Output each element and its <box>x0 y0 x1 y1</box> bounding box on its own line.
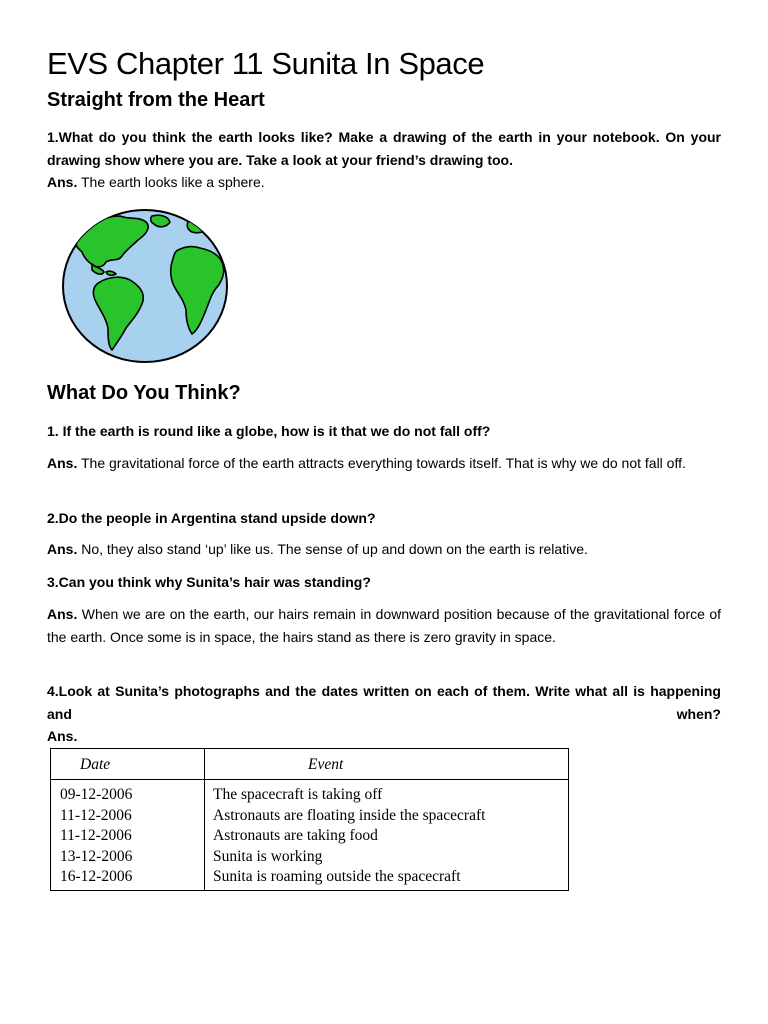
table-event-column <box>213 785 485 888</box>
table-date-column <box>60 785 132 888</box>
think-question-2 <box>47 507 721 530</box>
table-header-event: Event <box>308 756 344 773</box>
table-cell-date: 13-12-2006 <box>60 847 133 865</box>
table-cell-event: Sunita is roaming outside the spacecraft <box>213 868 461 885</box>
table-cell-date: 16-12-2006 <box>60 868 133 885</box>
think-answer-3 <box>47 603 721 648</box>
answer-text: The gravitational force of the earth attracts everything towards itself. That is why we do not fall off. <box>77 455 686 471</box>
answer-label: Ans. <box>47 541 78 557</box>
answer-label: Ans. <box>47 728 78 744</box>
table-cell-event: Sunita is working <box>213 847 323 865</box>
earth-globe-icon <box>60 206 230 366</box>
page-title: EVS Chapter 11 Sunita In Space <box>47 46 485 81</box>
answer-text: When we are on the earth, our hairs remain in downward position because of the gravitational force of the earth. Once some is in space, the hairs stand as there is zero gravity in space. <box>47 606 721 645</box>
answer-label: Ans. <box>47 174 78 190</box>
table-header-divider <box>51 779 568 780</box>
question-text: 1.What do you think the earth looks like? Make a drawing of the earth in your notebook. On your drawing show where you are. Take a look at your friend’s drawing too. <box>47 129 721 168</box>
dates-events-table <box>50 748 569 891</box>
table-column-divider <box>204 749 205 890</box>
table-cell-event: The spacecraft is taking off <box>213 786 383 803</box>
question-text: 2.Do the people in Argentina stand upside down? <box>47 510 376 526</box>
think-question-4 <box>47 680 721 748</box>
think-question-3 <box>47 571 721 594</box>
table-cell-event: Astronauts are taking food <box>213 827 378 844</box>
question-1-block <box>47 126 721 194</box>
answer-label: Ans. <box>47 606 78 622</box>
answer-text: No, they also stand ‘up’ like us. The sense of up and down on the earth is relative. <box>77 541 588 557</box>
answer-label: Ans. <box>47 455 78 471</box>
table-cell-date: 11-12-2006 <box>60 827 132 844</box>
table-cell-date: 11-12-2006 <box>60 806 132 824</box>
section-heading-straight-from-heart: Straight from the Heart <box>47 89 265 111</box>
question-text: 3.Can you think why Sunita’s hair was standing? <box>47 574 371 590</box>
think-answer-2 <box>47 538 721 561</box>
section-heading-what-do-you-think: What Do You Think? <box>47 382 241 404</box>
table-cell-event: Astronauts are floating inside the spacecraft <box>213 806 486 824</box>
table-cell-date: 09-12-2006 <box>60 786 133 803</box>
question-text: 1. If the earth is round like a globe, how is it that we do not fall off? <box>47 423 491 439</box>
think-answer-1 <box>47 452 721 475</box>
think-question-1 <box>47 420 721 443</box>
answer-text: The earth looks like a sphere. <box>77 174 265 190</box>
table-header-date: Date <box>80 756 111 773</box>
question-text: 4.Look at Sunita’s photographs and the dates written on each of them. Write what all is happening and when? <box>47 683 721 722</box>
